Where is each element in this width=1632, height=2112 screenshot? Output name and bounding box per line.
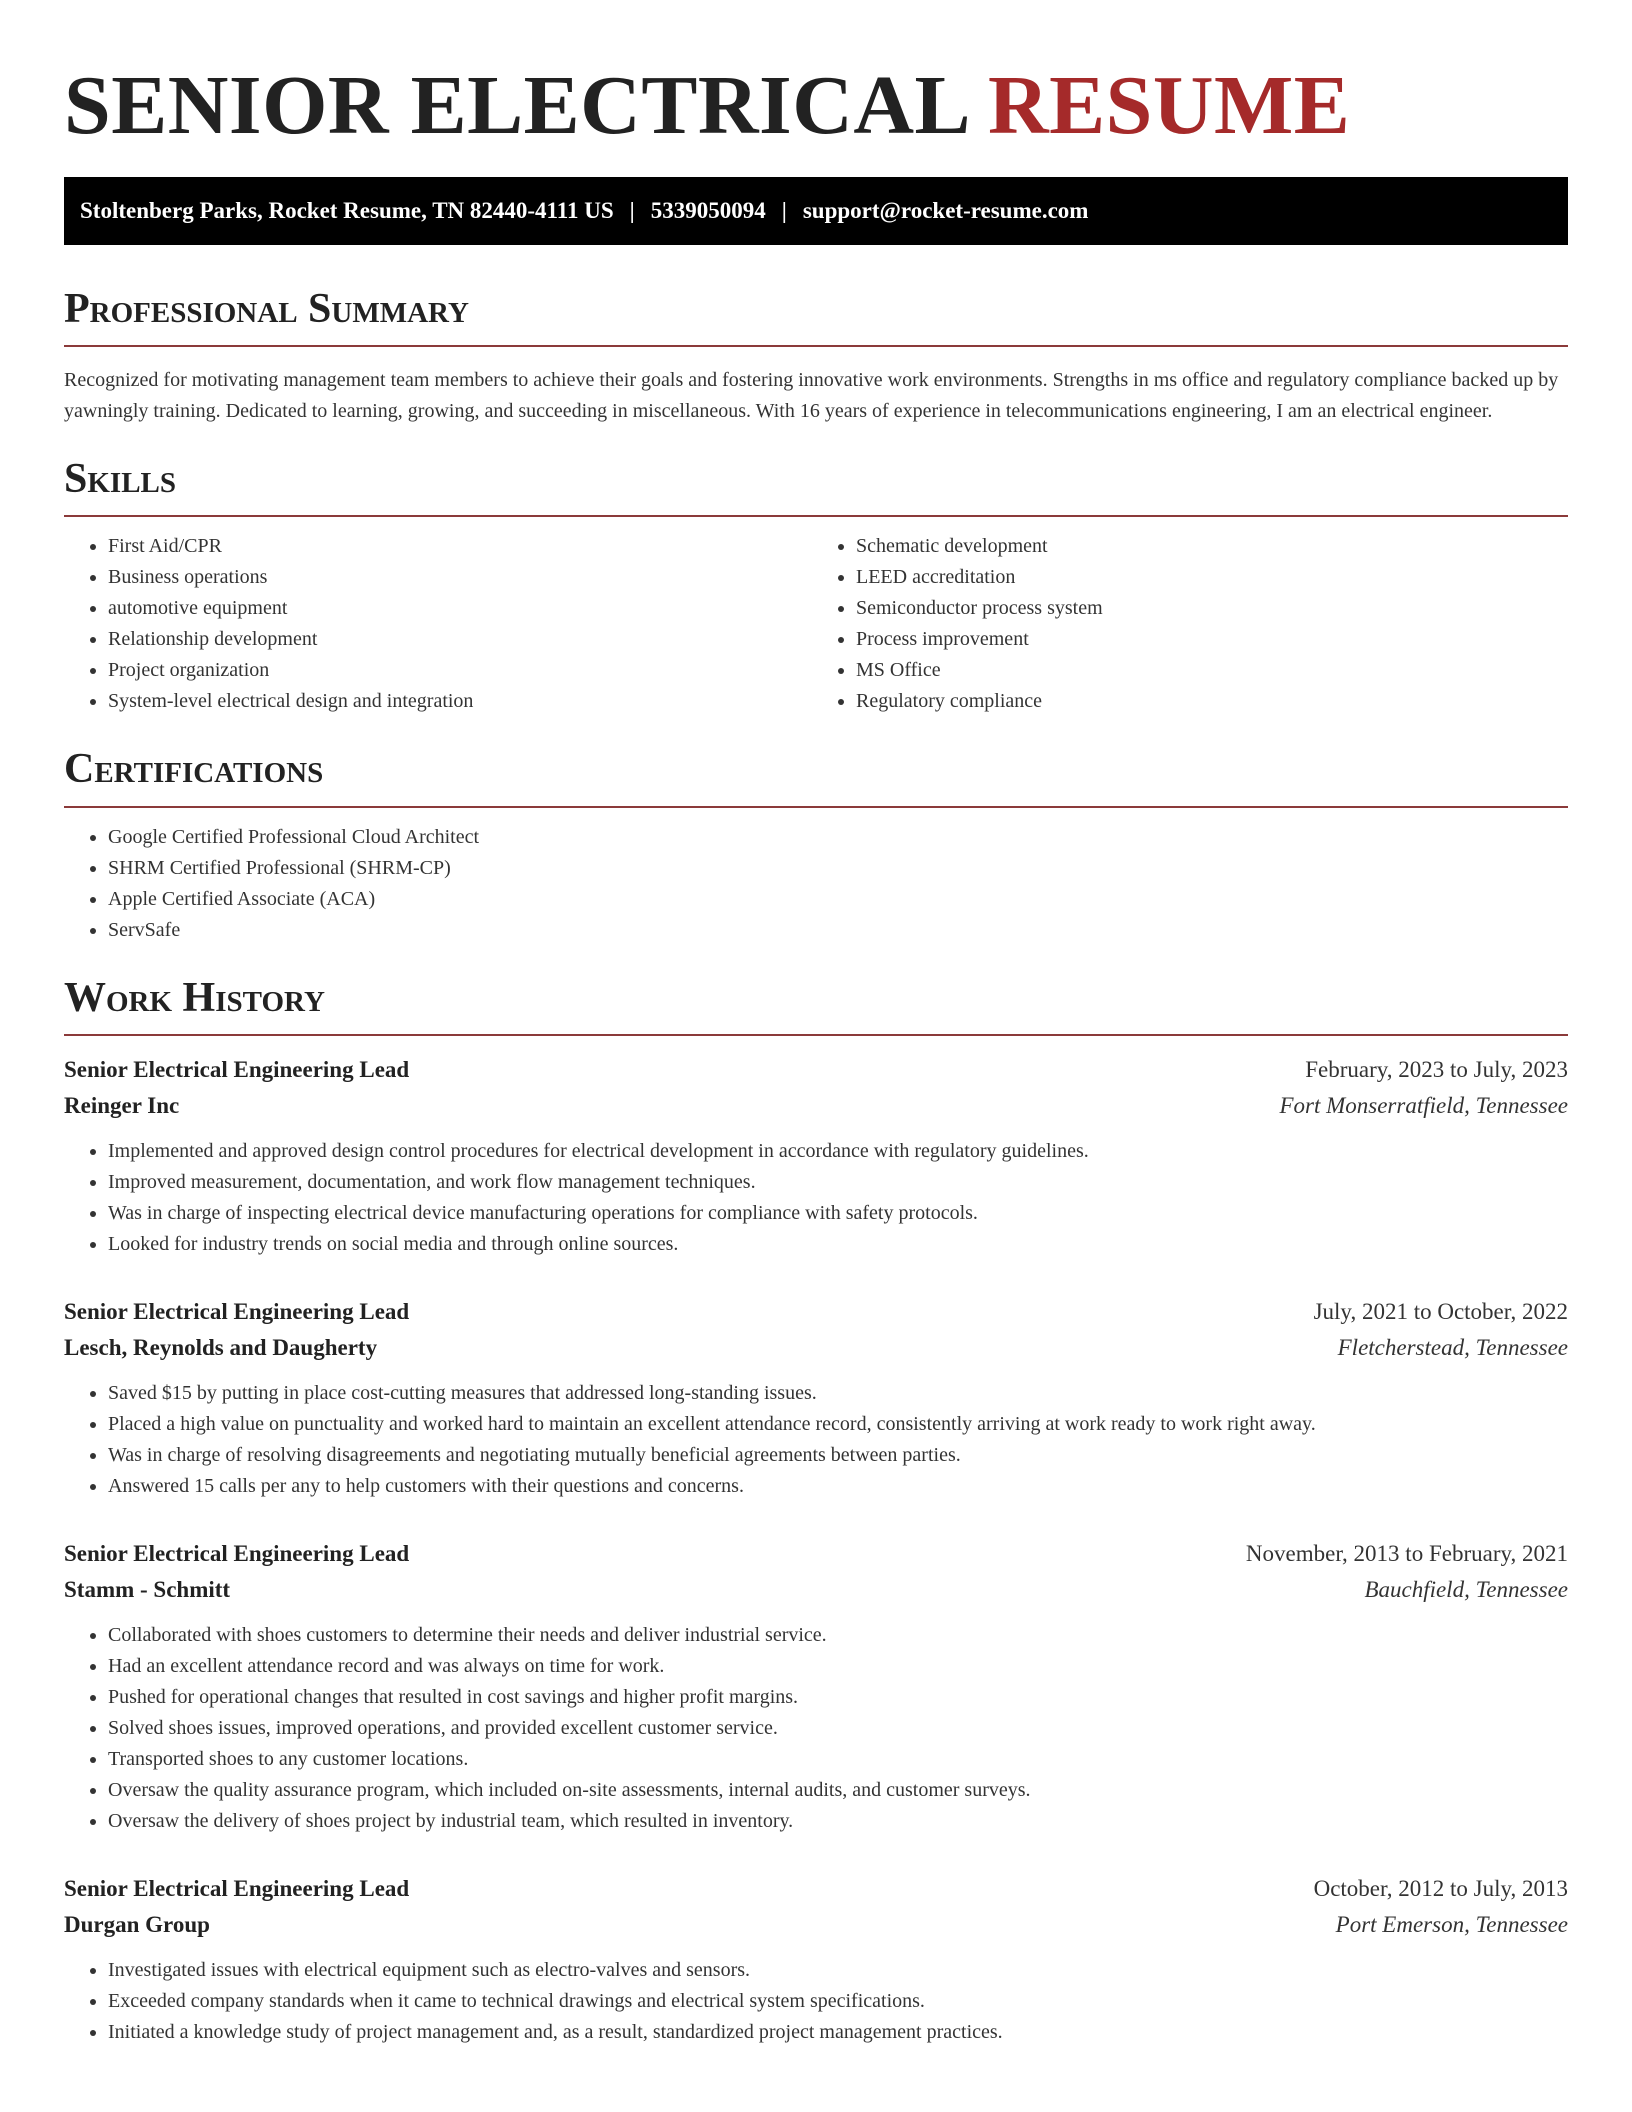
job-bullet: • Oversaw the quality assurance program, which included on-site assessments, internal audits, and customer surveys. [108,1775,1568,1806]
contact-bar [64,177,1568,245]
job-location: Fletcherstead, Tennessee [1337,1334,1568,1360]
job-title: Senior Electrical Engineering Lead [64,1540,410,1566]
certification-item: • ServSafe [108,915,1568,946]
certification-item: • SHRM Certified Professional (SHRM-CP) [108,853,1568,884]
job-company: Lesch, Reynolds and Daugherty [64,1334,378,1360]
job-bullet: • Implemented and approved design control procedures for electrical development in accordance with regulatory guidelines. [108,1136,1568,1167]
job-bullet: • Solved shoes issues, improved operations, and provided excellent customer service. [108,1713,1568,1744]
work-history-heading: Work History [64,974,1568,1036]
job-bullet: • Had an excellent attendance record and was always on time for work. [108,1651,1568,1682]
job-entry [64,1871,1568,2048]
skill-item: • Regulatory compliance [856,686,1568,717]
certification-item: • Google Certified Professional Cloud Architect [108,822,1568,853]
contact-separator: | [629,197,635,223]
skill-item: • Process improvement [856,624,1568,655]
job-bullets [64,1136,1568,1260]
job-location: Port Emerson, Tennessee [1335,1911,1568,1937]
resume-title [64,56,1568,157]
job-header-row [64,1871,1568,1907]
contact-separator: | [781,197,787,223]
skills-section [64,455,1568,717]
job-location: Bauchfield, Tennessee [1364,1576,1568,1602]
job-company-row [64,1907,1568,1943]
job-dates: July, 2021 to October, 2022 [1313,1298,1568,1324]
job-bullets [64,1955,1568,2048]
job-title: Senior Electrical Engineering Lead [64,1298,410,1324]
job-bullets [64,1378,1568,1502]
job-entry [64,1536,1568,1837]
contact-email[interactable]: support@rocket-resume.com [802,197,1089,223]
skill-item: • Relationship development [108,624,816,655]
job-company-row [64,1330,1568,1366]
job-dates: November, 2013 to February, 2021 [1245,1540,1568,1566]
job-company: Reinger Inc [64,1092,180,1118]
job-header-row [64,1294,1568,1330]
skill-item: • MS Office [856,655,1568,686]
summary-section [64,285,1568,427]
skill-item: • Business operations [108,562,816,593]
job-bullet: • Saved $15 by putting in place cost-cutting measures that addressed long-standing issues. [108,1378,1568,1409]
job-bullet: • Collaborated with shoes customers to determine their needs and deliver industrial service. [108,1620,1568,1651]
job-bullet: • Placed a high value on punctuality and worked hard to maintain an excellent attendance record, consistently arriving at work ready to work right away. [108,1409,1568,1440]
job-title: Senior Electrical Engineering Lead [64,1875,410,1901]
skill-item: • Schematic development [856,531,1568,562]
job-bullet: • Was in charge of resolving disagreements and negotiating mutually beneficial agreements between parties. [108,1440,1568,1471]
title-main: SENIOR ELECTRICAL [64,59,967,152]
job-bullet: • Initiated a knowledge study of project management and, as a result, standardized project management practices. [108,2017,1568,2048]
job-company: Durgan Group [64,1911,210,1937]
job-bullet: • Improved measurement, documentation, and work flow management techniques. [108,1167,1568,1198]
skill-item: • First Aid/CPR [108,531,816,562]
job-bullet: • Looked for industry trends on social media and through online sources. [108,1229,1568,1260]
job-company-row [64,1572,1568,1608]
job-bullet: • Answered 15 calls per any to help customers with their questions and concerns. [108,1471,1568,1502]
skills-list-right [816,531,1568,717]
certifications-section [64,745,1568,945]
summary-text: Recognized for motivating management team members to achieve their goals and fostering innovative work environments. Strengths in ms office and regulatory compliance backed up by yawningly training. Dedicated to learning, growing, and succeeding in miscellaneous. With 16 years of experience in telecommunications engineering, I am an electrical engineer. [64,369,1559,423]
skills-grid [64,517,1568,717]
contact-phone[interactable]: 5339050094 [650,197,766,223]
skill-item: • Project organization [108,655,816,686]
skill-item: • System-level electrical design and integration [108,686,816,717]
job-company-row [64,1088,1568,1124]
job-title: Senior Electrical Engineering Lead [64,1056,410,1082]
skills-heading: Skills [64,455,1568,517]
job-header-row [64,1052,1568,1088]
job-bullets [64,1620,1568,1837]
certifications-heading: Certifications [64,745,1568,807]
contact-address: Stoltenberg Parks, Rocket Resume, TN 82440-4111 US [80,197,614,223]
job-bullet: • Pushed for operational changes that resulted in cost savings and higher profit margins. [108,1682,1568,1713]
certifications-list [64,822,1568,946]
summary-heading: Professional Summary [64,285,1568,347]
job-bullet: • Investigated issues with electrical equipment such as electro-valves and sensors. [108,1955,1568,1986]
job-location: Fort Monserratfield, Tennessee [1279,1092,1568,1118]
skill-item: • Semiconductor process system [856,593,1568,624]
job-bullet: • Exceeded company standards when it came to technical drawings and electrical system specifications. [108,1986,1568,2017]
job-bullet: • Transported shoes to any customer locations. [108,1744,1568,1775]
job-company: Stamm - Schmitt [64,1576,231,1602]
skills-list-left [64,531,816,717]
job-entry [64,1052,1568,1260]
title-accent: RESUME [987,59,1351,152]
work-history-section [64,974,1568,2048]
job-bullet: • Oversaw the delivery of shoes project by industrial team, which resulted in inventory. [108,1806,1568,1837]
skill-item: • LEED accreditation [856,562,1568,593]
skill-item: • automotive equipment [108,593,816,624]
job-entry [64,1294,1568,1502]
certification-item: • Apple Certified Associate (ACA) [108,884,1568,915]
job-bullet: • Was in charge of inspecting electrical device manufacturing operations for compliance with safety protocols. [108,1198,1568,1229]
job-dates: February, 2023 to July, 2023 [1305,1056,1568,1082]
job-header-row [64,1536,1568,1572]
job-dates: October, 2012 to July, 2013 [1313,1875,1568,1901]
